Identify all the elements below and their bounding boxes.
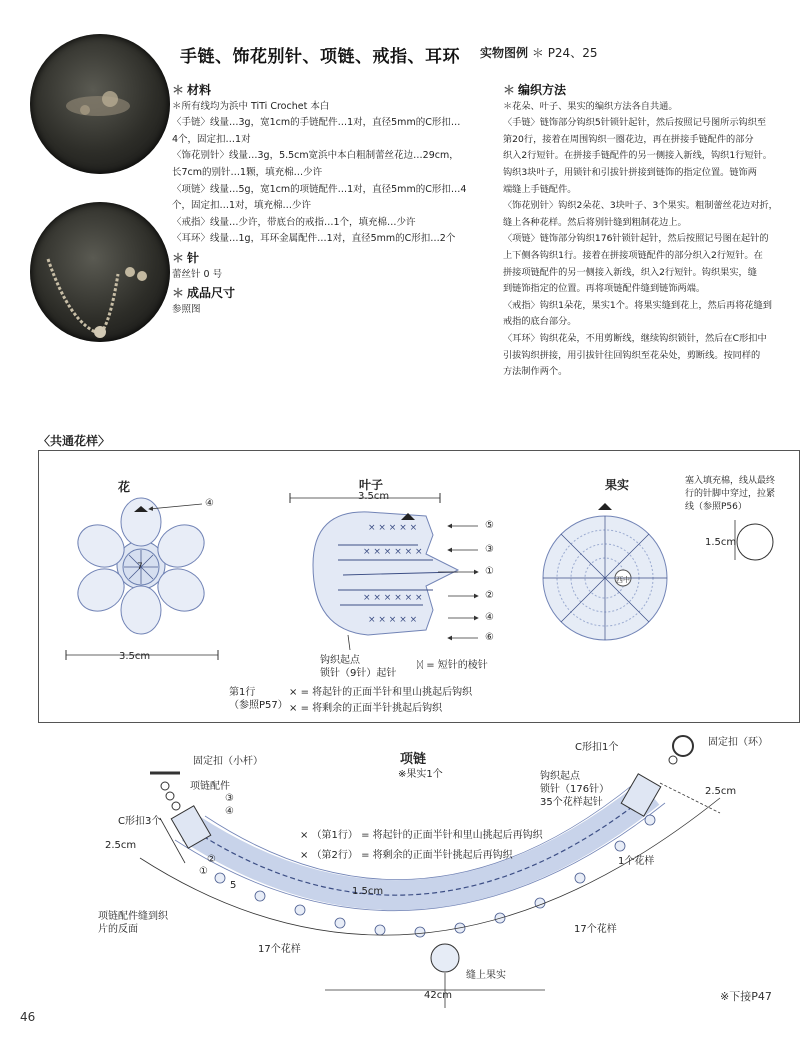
method-heading: ＊ 编织方法 [503, 83, 567, 97]
flower-row-mark: ④ [205, 498, 214, 509]
reference-separator: ＊ [531, 46, 544, 60]
reference-label: 实物图例 [480, 46, 529, 60]
text-line: 〈耳环〉线量…1g，耳环金属配件…1对，直径5mm的C形扣…2个 [172, 233, 456, 245]
text-line: ＊花朵、叶子、果实的编织方法各自共通。 [503, 100, 678, 112]
width-left: 2.5cm [105, 840, 137, 851]
page-title: 手链、饰花别针、项链、戒指、耳环 [180, 47, 460, 67]
text-line: 织入2行短针。在拼接手链配件的另一侧接入新线，钩织1行短针。 [503, 150, 772, 162]
text-line: 〈耳环〉钩织花朵，不用剪断线，继续钩织锁针，然后在C形扣中 [503, 332, 767, 344]
count-left: 17个花样 [258, 944, 301, 955]
necklace-legend-1: × （第1行） = 将起针的正面半针和里山挑起后再钩织 [300, 830, 543, 841]
size-value: 参照图 [172, 303, 201, 315]
text-line: 〈项链〉线量…5g，宽1cm的项链配件…1对，直径5mm的C形扣…4 [172, 183, 467, 195]
band-width: 1.5cm [352, 886, 384, 897]
leaf-short-legend: ᛞ = 短针的棱针 [417, 660, 488, 671]
flower-label: 花 [118, 480, 131, 494]
leaf-row-1: ① [485, 566, 494, 577]
text-line: ＊所有线均为浜中 TiTi Crochet 本白 [172, 100, 330, 112]
berry-note: 塞入填充棉，线从最终 行的针脚中穿过，拉紧 线（参照P56） [685, 476, 776, 512]
leaf-legend-1: × = 将起针的正面半针和里山挑起后钩织 [289, 687, 473, 698]
text-line: 〈饰花别针〉钩织2朵花、3块叶子、3个果实。粗制蕾丝花边对折， [503, 200, 778, 212]
materials-heading: ＊ 材料 [172, 83, 212, 97]
text-line: 戒指的底台部分。 [503, 316, 577, 328]
count-right: 17个花样 [574, 924, 617, 935]
row-mark-4: ④ [225, 806, 234, 817]
leaf-chart [290, 493, 478, 650]
text-line: 拼接项链配件的另一侧接入新线，织入2行短针。钩织果实，缝 [503, 266, 757, 278]
text-line: 钩织3块叶子，用锁针和引拔针拼接到链饰的指定位置。链饰两 [503, 166, 757, 178]
text-line: 端缝上手链配件。 [503, 183, 577, 195]
necklace-length: 42cm [424, 990, 452, 1001]
berry-center-label: 西中 [616, 576, 630, 584]
leaf-row-3: ③ [485, 544, 494, 555]
text-line: 第20行，接着在周围钩织一圈花边，再在拼接手链配件的部分 [503, 133, 754, 145]
text-line: 〈手链〉线量…3g，宽1cm的手链配件…1对，直径5mm的C形扣… [172, 117, 461, 129]
text-line: 缝上各种花样。然后将别针缝到粗制花边上。 [503, 216, 687, 228]
leaf-row-2: ② [485, 590, 494, 601]
row-mark-2: ② [207, 854, 216, 865]
photo-reference [480, 44, 597, 61]
common-pattern-title: 〈共通花样〉 [38, 434, 111, 448]
text-line: 〈戒指〉线量…少许，带底台的戒指…1个，填充棉…少许 [172, 216, 416, 228]
clasp-ring-label: 固定扣（环） [708, 737, 768, 748]
necklace-legend-2: × （第2行） = 将剩余的正面半针挑起后再钩织 [300, 850, 513, 861]
needle-value: 蕾丝针 0 号 [172, 268, 223, 280]
leaf-label: 叶子 [359, 478, 384, 492]
text-line: 4个，固定扣…1对 [172, 133, 251, 145]
leaf-row-6: ⑥ [485, 632, 494, 643]
continued-note: ※下接P47 [720, 990, 772, 1003]
materials-list [172, 99, 492, 248]
text-line: 到链饰指定的位置。再将项链配件缝到链饰两端。 [503, 283, 706, 295]
text-line: 〈项链〉链饰部分钩织176针锁针起针，然后按照记号图在起针的 [503, 233, 769, 245]
flower-width: 3.5cm [119, 651, 151, 662]
text-line: 〈饰花别针〉线量…3g，5.5cm宽浜中本白粗制蕾丝花边…29cm， [172, 150, 459, 162]
leaf-row-5: ⑤ [485, 520, 494, 531]
method-column [503, 80, 799, 381]
leaf-row1-ref: （参照P57） [229, 700, 288, 711]
necklace-subtitle: ※果实1个 [398, 769, 443, 780]
size-heading: ＊ 成品尺寸 [172, 286, 236, 301]
row-mark-3: ③ [225, 793, 234, 804]
flower-center-number: 7 [137, 562, 143, 572]
reference-pages: P24、25 [547, 46, 598, 60]
row-mark-5: 5 [230, 880, 237, 891]
necklace-title: 项链 [400, 752, 427, 767]
text-line: 〈戒指〉钩织1朵花，果实1个。将果实缝到花上，然后再将花缝到 [503, 299, 772, 311]
clasp-bar-label: 固定扣（小杆） [193, 756, 263, 767]
width-right: 2.5cm [705, 786, 737, 797]
c-ring-left: C形扣3个 [118, 816, 162, 827]
part-label: 项链配件 [190, 781, 230, 792]
text-line: 上下侧各钩织1行。接着在拼接项链配件的部分织入2行短针。在 [503, 249, 763, 261]
row-mark-1: ① [199, 866, 208, 877]
berry-chart [543, 503, 773, 640]
svg-text:× × × × × ×: × × × × × × [363, 593, 423, 603]
necklace-start: 钩织起点 锁针（176针） 35个花样起针 [540, 771, 610, 808]
photo-details [30, 34, 170, 374]
needle-heading: ＊ 针 [172, 250, 200, 265]
leaf-legend-2: × = 将剩余的正面半针挑起后钩织 [289, 703, 443, 714]
leaf-width: 3.5cm [358, 491, 390, 502]
page-number: 46 [20, 1010, 36, 1024]
leaf-row1-label: 第1行 [229, 687, 256, 698]
berry-label: 果实 [605, 478, 630, 492]
flower-chart [66, 498, 218, 660]
text-line: 长7cm的别针…1颗，填充棉…少许 [172, 166, 323, 178]
c-ring-right: C形扣1个 [575, 742, 619, 753]
svg-text:× × × × ×: × × × × × [368, 615, 418, 625]
method-list [503, 99, 799, 381]
materials-column [172, 80, 492, 318]
one-pattern-label: 1个花样 [618, 856, 655, 867]
berry-size: 1.5cm [705, 537, 737, 548]
leaf-row-4: ④ [485, 612, 494, 623]
sew-berry-label: 缝上果实 [466, 970, 506, 981]
svg-text:× × × × × ×: × × × × × × [363, 547, 423, 557]
leaf-start-label: 钩织起点 [320, 655, 360, 666]
text-line: 个，固定扣…1对，填充棉…少许 [172, 200, 312, 212]
svg-text:× × × × ×: × × × × × [368, 523, 418, 533]
text-line: 引拔钩织拼接，用引拔针往回钩织至花朵处，剪断线。按同样的 [503, 349, 761, 361]
leaf-chain-start: 锁针（9针）起针 [320, 668, 397, 679]
sew-back-note: 项链配件缝到织 片的反面 [98, 911, 168, 935]
text-line: 方法制作两个。 [503, 366, 568, 378]
text-line: 〈手链〉链饰部分钩织5针锁针起针，然后按照记号图所示钩织至 [503, 117, 767, 129]
